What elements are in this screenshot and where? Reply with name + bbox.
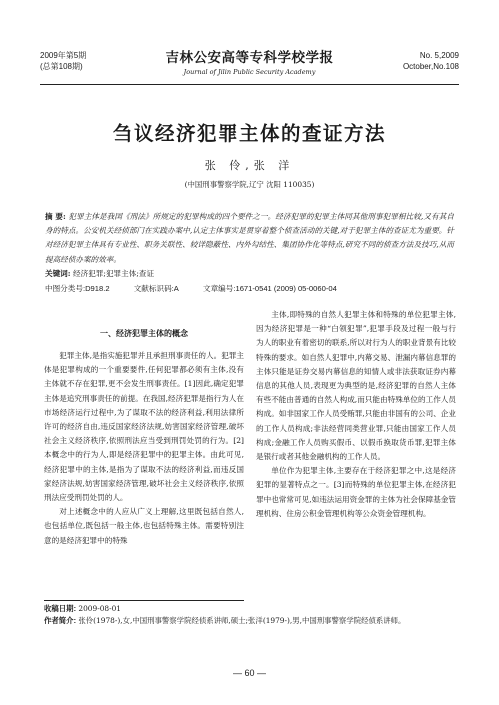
article-title: 刍议经济犯罪主体的查证方法	[112, 122, 386, 145]
keywords-label: 关键词:	[45, 269, 71, 278]
issue-info-en	[403, 50, 459, 72]
body-paragraph: 犯罪主体,是指实施犯罪并且承担刑事责任的人。犯罪主体是犯罪构成的一个重要要件,任何犯罪都必须有主体,没有主体就不存在犯罪,更不会发生刑事责任。[1]因此,确定犯罪主体是追究刑事责任的前提。在我国,经济犯罪是指行为人在市场经济运行过程中,为了谋取不法的经济利益,利用法律所许可的经济自由,违反国家经济法规,妨害国家经济管理,破坏社会主义经济秩序,依照刑法应当受到刑罚处罚的行为。[2]本概念中的行为人,即是经济犯罪中的犯罪主体。由此可见,经济犯罪中的主体,是指为了谋取不法的经济利益,而违反国家经济法规,妨害国家经济管理,破坏社会主义经济秩序,依照刑法应受刑罚处罚的人。	[44, 351, 244, 503]
abstract	[45, 210, 454, 267]
body-paragraph: 主体,即特殊的自然人犯罪主体和特殊的单位犯罪主体,因为经济犯罪是一种“白领犯罪”,犯罪手段及过程一般与行为人的职业有着密切的联系,所以对行为人的职业背景有比较特殊的要求。如自然人犯罪中,内幕交易、泄漏内幕信息罪的主体只能是证券交易内幕信息的知情人或非法获取证券内幕信息的其他人员,表现更为典型的是,经济犯罪的自然人主体有些不能由普通的自然人构成,而只能由特殊单位的工作人员构成。如非国家工作人员受贿罪,只能由非国有的公司、企业的工作人员构成;非法经营同类营业罪,只能由国家工作人员构成;金融工作人员购买假币、以假币换取货币罪,犯罪主体是银行或者其他金融机构的工作人员。	[256, 310, 456, 462]
abstract-text: 犯罪主体是我国《刑法》所规定的犯罪构成的四个要件之一。经济犯罪的犯罪主体同其他刑事犯罪相比较,又有其自身的特点。公安机关经侦部门在实践办案中,认定主体事实是贯穿着整个侦查活动的关键,对于犯罪主体的查证尤为重要。针对经济犯罪主体具有专业性、职务关联性、较详隐蔽性、内外勾结性、集团协作化等特点,研究不同的侦查方法及技巧,从而提高经侦办案的效率。	[45, 212, 454, 264]
clc-number: 中图分类号:D918.2	[45, 284, 110, 293]
issue-no-en: No. 5,2009	[419, 51, 459, 60]
footnote	[44, 603, 456, 627]
bio-label: 作者简介:	[44, 616, 77, 625]
body-paragraph: 对上述概念中的人应从广义上理解,这里既包括自然人,也包括单位,既包括一般主体,也包括特殊主体。需要特别注意的是经济犯罪中的特殊	[44, 507, 244, 545]
page-number: — 60 —	[232, 668, 266, 678]
section-heading: 一、经济犯罪主体的概念	[100, 329, 188, 338]
left-column	[44, 308, 244, 548]
article-number: 文章编号:1671-0541 (2009) 05-0060-04	[202, 284, 337, 293]
body-paragraph: 单位作为犯罪主体,主要存在于经济犯罪之中,这是经济犯罪的显著特点之一。[3]而特殊的单位犯罪主体,在经济犯罪中也常常可见,如违法运用资金罪的主体为社会保障基金管理机构、住房公积金管理机构等公众资金管理机构。	[256, 466, 456, 518]
journal-name	[40, 50, 459, 77]
author-bio	[44, 615, 456, 627]
bio-text: 张伶(1978-),女,中国刑事警察学院经侦系讲师,硕士;张洋(1979-),男,中国刑事警察学院经侦系讲师。	[78, 616, 406, 625]
received-label: 收稿日期:	[44, 604, 77, 613]
classification-line	[45, 283, 454, 294]
received-date	[44, 603, 456, 615]
keywords	[45, 268, 454, 279]
author-affiliation: (中国刑事警察学院,辽宁 沈阳 110035)	[184, 180, 315, 189]
issue-number: 2009年第5期	[40, 51, 87, 60]
keywords-text: 经济犯罪;犯罪主体;查证	[73, 269, 155, 278]
journal-name-cn: 吉林公安高等专科学校学报	[165, 50, 334, 66]
right-column	[256, 308, 456, 521]
issue-total: (总第108期)	[40, 62, 83, 71]
received-value: 2009-08-01	[78, 604, 122, 613]
article-authors: 张 伶,张 洋	[204, 159, 295, 172]
issue-date-en: October,No.108	[402, 62, 459, 71]
running-header	[40, 50, 459, 85]
journal-name-en: Journal of Jilin Public Security Academy	[183, 68, 316, 76]
document-code: 文献标识码:A	[133, 284, 179, 293]
footnote-rule	[44, 600, 244, 601]
abstract-label: 摘 要:	[45, 212, 66, 221]
